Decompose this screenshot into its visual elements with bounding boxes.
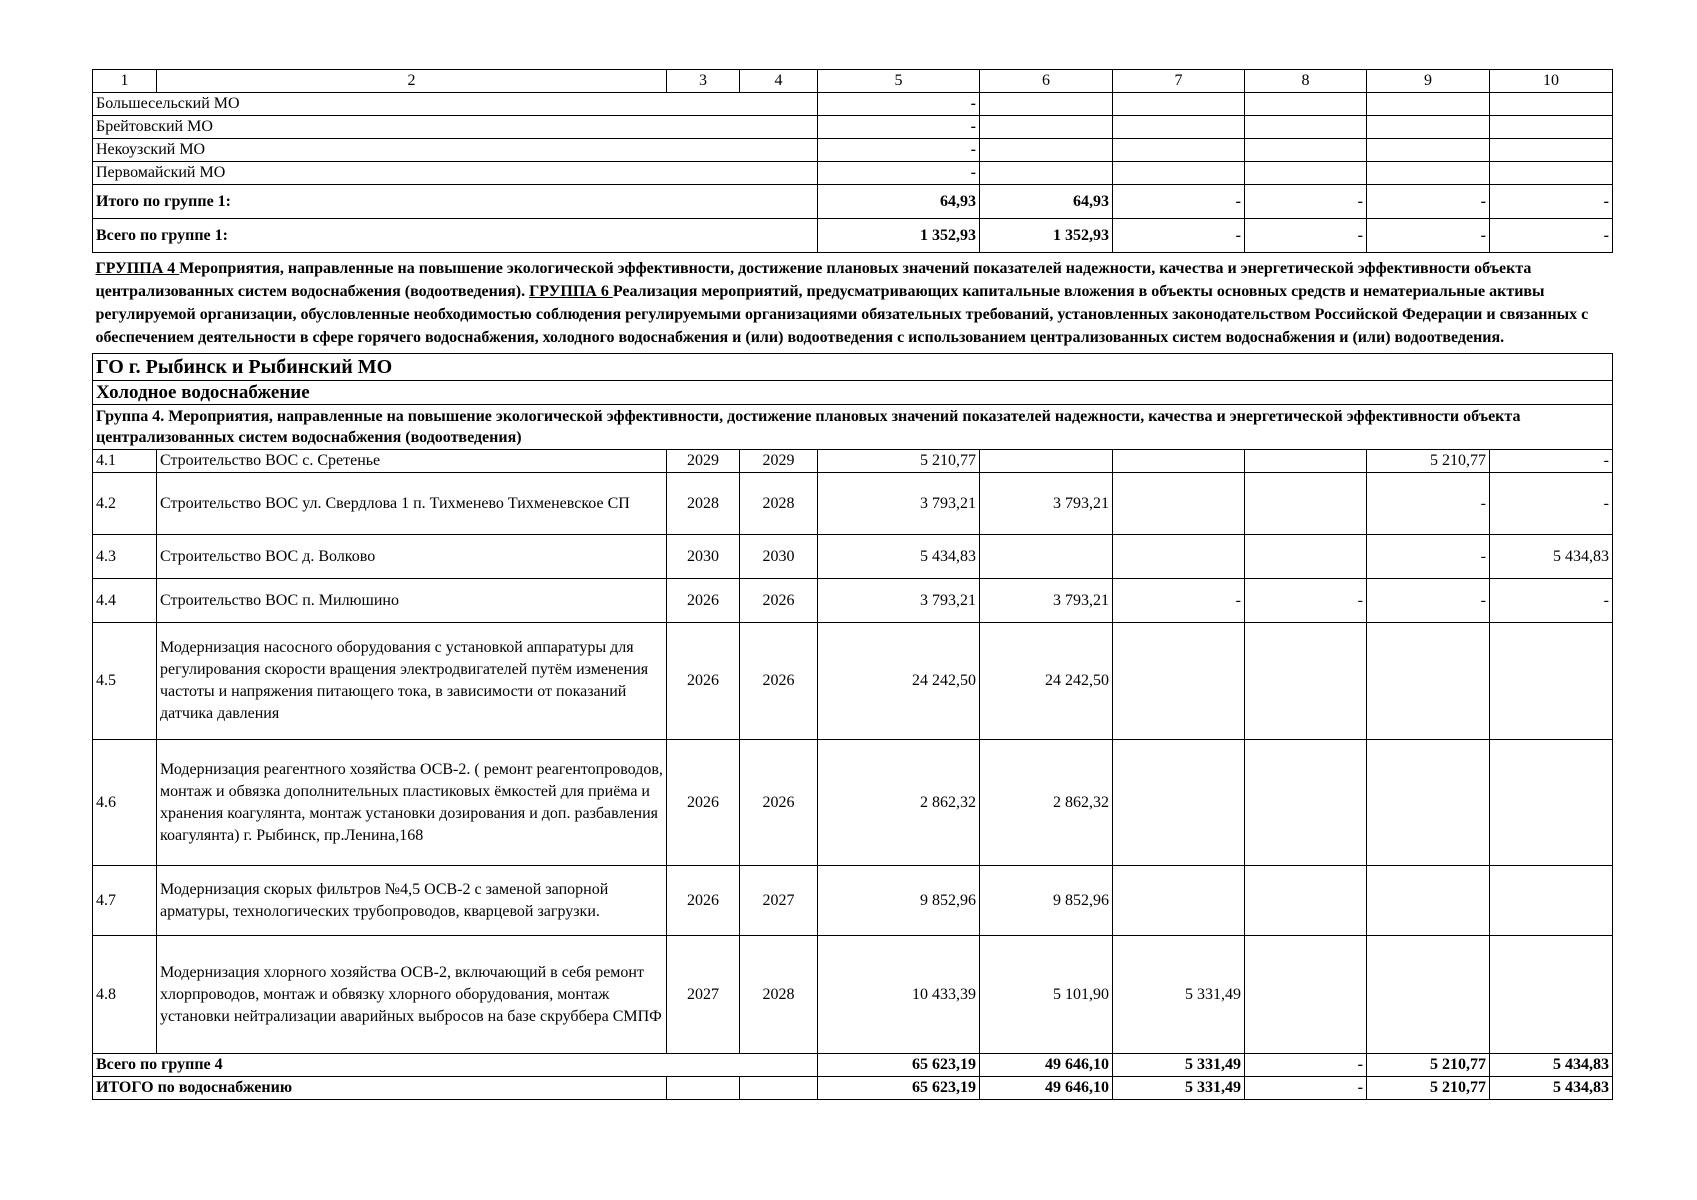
column-header: 9 bbox=[1367, 70, 1490, 93]
table-row bbox=[93, 450, 1613, 473]
cell-value bbox=[1113, 866, 1245, 936]
column-header: 2 bbox=[157, 70, 667, 93]
cell-value bbox=[1367, 866, 1490, 936]
cell-value bbox=[1367, 936, 1490, 1054]
cell-value: 3 793,21 bbox=[818, 579, 980, 623]
cell-value: 5 434,83 bbox=[1490, 1077, 1613, 1100]
group-description bbox=[93, 253, 1613, 354]
end-year: 2026 bbox=[740, 740, 818, 866]
cell-value: 24 242,50 bbox=[980, 623, 1113, 740]
item-number: 4.8 bbox=[93, 936, 157, 1054]
table-row bbox=[93, 866, 1613, 936]
column-header: 4 bbox=[740, 70, 818, 93]
cell-value bbox=[1245, 623, 1367, 740]
cell-value: - bbox=[1367, 219, 1490, 253]
cell-value: - bbox=[1490, 185, 1613, 219]
cell-value: 49 646,10 bbox=[980, 1077, 1113, 1100]
cell-value bbox=[1245, 866, 1367, 936]
cell-value: - bbox=[818, 139, 980, 162]
group6-text: Реализация мероприятий, предусматривающих капитальные вложения в объекты основных средств и нематериальные активы регулируемой организации, обусловленные необходимостью соблюдения регулируемыми организациями обязательных требований, установленных законодательством Российской Федерации и связанных с обеспечением деятельности в сфере горячего водоснабжения, холодного водоснабжения и (или) водоотведения с использованием централизованных систем водоснабжения и (или) водоотведения. bbox=[95, 283, 1589, 346]
start-year: 2026 bbox=[667, 623, 740, 740]
start-year: 2028 bbox=[667, 473, 740, 535]
municipality-heading: ГО г. Рыбинск и Рыбинский МО bbox=[93, 354, 1613, 381]
service-heading-row bbox=[93, 381, 1613, 405]
cell-value: 5 331,49 bbox=[1113, 1054, 1245, 1077]
table-row bbox=[93, 579, 1613, 623]
item-number: 4.4 bbox=[93, 579, 157, 623]
start-year: 2029 bbox=[667, 450, 740, 473]
investment-program-table-page bbox=[92, 69, 1612, 1100]
cell-value: - bbox=[1113, 579, 1245, 623]
cell-value: 3 793,21 bbox=[818, 473, 980, 535]
total-label: ИТОГО по водоснабжению bbox=[93, 1077, 667, 1100]
cell-value bbox=[1245, 740, 1367, 866]
cell-value: 64,93 bbox=[818, 185, 980, 219]
cell-value: 5 210,77 bbox=[1367, 1077, 1490, 1100]
investment-table bbox=[92, 69, 1613, 1100]
cell-value: 1 352,93 bbox=[818, 219, 980, 253]
cell-value: - bbox=[1490, 450, 1613, 473]
start-year: 2026 bbox=[667, 740, 740, 866]
cell-value: - bbox=[818, 116, 980, 139]
cell-value: 24 242,50 bbox=[818, 623, 980, 740]
cell-value bbox=[1490, 936, 1613, 1054]
end-year: 2026 bbox=[740, 623, 818, 740]
column-number-row bbox=[93, 70, 1613, 93]
cell-value bbox=[1490, 866, 1613, 936]
cell-value: 3 793,21 bbox=[980, 473, 1113, 535]
cell-value: 5 434,83 bbox=[1490, 535, 1613, 579]
end-year: 2027 bbox=[740, 866, 818, 936]
column-header: 6 bbox=[980, 70, 1113, 93]
cell-value: 5 331,49 bbox=[1113, 1077, 1245, 1100]
cell-value: - bbox=[1245, 185, 1367, 219]
cell-value: - bbox=[1367, 535, 1490, 579]
cell-value bbox=[980, 535, 1113, 579]
item-number: 4.1 bbox=[93, 450, 157, 473]
cell-value bbox=[1367, 623, 1490, 740]
cell-value: 49 646,10 bbox=[980, 1054, 1113, 1077]
item-name: Модернизация скорых фильтров №4,5 ОСВ-2 с заменой запорной арматуры, технологических трубопроводов, кварцевой загрузки. bbox=[157, 866, 667, 936]
cell-value: - bbox=[1245, 1054, 1367, 1077]
cell-value: 5 210,77 bbox=[1367, 450, 1490, 473]
cell-value: - bbox=[1245, 219, 1367, 253]
cell-value: 2 862,32 bbox=[818, 740, 980, 866]
end-year: 2029 bbox=[740, 450, 818, 473]
cell-value: 5 434,83 bbox=[818, 535, 980, 579]
start-year: 2030 bbox=[667, 535, 740, 579]
cell-value: 5 210,77 bbox=[818, 450, 980, 473]
cell-value: - bbox=[1490, 219, 1613, 253]
item-name: Модернизация реагентного хозяйства ОСВ-2. ( ремонт реагентопроводов, монтаж и обвязка дополнительных пластиковых ёмкостей для приёма и хранения коагулянта, монтаж установки дозирования и доп. разбавления коагулянта) г. Рыбинск, пр.Ленина,168 bbox=[157, 740, 667, 866]
cell-value bbox=[1113, 535, 1245, 579]
cell-value: 65 623,19 bbox=[818, 1054, 980, 1077]
total-label: Итого по группе 1: bbox=[93, 185, 818, 219]
cell-value bbox=[1113, 450, 1245, 473]
item-name: Строительство ВОС ул. Свердлова 1 п. Тихменево Тихменевское СП bbox=[157, 473, 667, 535]
total-row bbox=[93, 219, 1613, 253]
item-name: Строительство ВОС с. Сретенье bbox=[157, 450, 667, 473]
table-row bbox=[93, 162, 1613, 185]
item-name: Строительство ВОС д. Волково bbox=[157, 535, 667, 579]
cell-value: 64,93 bbox=[980, 185, 1113, 219]
column-header: 8 bbox=[1245, 70, 1367, 93]
total-row bbox=[93, 1077, 1613, 1100]
table-row bbox=[93, 740, 1613, 866]
item-name: Строительство ВОС п. Милюшино bbox=[157, 579, 667, 623]
item-number: 4.2 bbox=[93, 473, 157, 535]
cell-value bbox=[1245, 936, 1367, 1054]
group4-heading: Группа 4. Мероприятия, направленные на повышение экологической эффективности, достижение плановых значений показателей надежности, качества и энергетической эффективности объекта централизованных систем водоснабжения (водоотведения) bbox=[93, 405, 1613, 450]
cell-value bbox=[980, 450, 1113, 473]
cell-value bbox=[1367, 740, 1490, 866]
cell-value: - bbox=[1245, 1077, 1367, 1100]
column-header: 5 bbox=[818, 70, 980, 93]
table-row bbox=[93, 535, 1613, 579]
cell-value: - bbox=[1490, 579, 1613, 623]
cell-value: - bbox=[818, 162, 980, 185]
total-row bbox=[93, 185, 1613, 219]
cell-value bbox=[1245, 535, 1367, 579]
cell-value: 1 352,93 bbox=[980, 219, 1113, 253]
group6-label: ГРУППА 6 bbox=[529, 283, 613, 300]
cell-value bbox=[1113, 740, 1245, 866]
cell-value bbox=[1113, 473, 1245, 535]
group4-label: ГРУППА 4 bbox=[95, 260, 180, 277]
municipality-name: Первомайский МО bbox=[93, 162, 818, 185]
cell-value: 2 862,32 bbox=[980, 740, 1113, 866]
item-number: 4.7 bbox=[93, 866, 157, 936]
cell-value bbox=[1490, 623, 1613, 740]
municipality-name: Некоузский МО bbox=[93, 139, 818, 162]
cell-value: - bbox=[1367, 185, 1490, 219]
cell-value: - bbox=[1245, 579, 1367, 623]
cell-value: 5 331,49 bbox=[1113, 936, 1245, 1054]
cell-value: - bbox=[818, 93, 980, 116]
cell-value: - bbox=[1367, 579, 1490, 623]
end-year: 2030 bbox=[740, 535, 818, 579]
total-label: Всего по группе 1: bbox=[93, 219, 818, 253]
item-number: 4.3 bbox=[93, 535, 157, 579]
table-row bbox=[93, 116, 1613, 139]
column-header: 3 bbox=[667, 70, 740, 93]
table-row bbox=[93, 93, 1613, 116]
column-header: 7 bbox=[1113, 70, 1245, 93]
item-name: Модернизация хлорного хозяйства ОСВ-2, включающий в себя ремонт хлорпроводов, монтаж и обвязку хлорного оборудования, монтаж установки нейтрализации аварийных выбросов на базе скруббера СМПФ bbox=[157, 936, 667, 1054]
start-year: 2026 bbox=[667, 866, 740, 936]
cell-value: - bbox=[1113, 185, 1245, 219]
cell-value: 65 623,19 bbox=[818, 1077, 980, 1100]
cell-value bbox=[1490, 740, 1613, 866]
cell-value: 9 852,96 bbox=[818, 866, 980, 936]
municipality-name: Большесельский МО bbox=[93, 93, 818, 116]
table-row bbox=[93, 936, 1613, 1054]
table-row bbox=[93, 473, 1613, 535]
end-year: 2026 bbox=[740, 579, 818, 623]
service-heading: Холодное водоснабжение bbox=[93, 381, 1613, 405]
cell-value bbox=[1245, 473, 1367, 535]
cell-value: 9 852,96 bbox=[980, 866, 1113, 936]
cell-value: - bbox=[1113, 219, 1245, 253]
municipality-name: Брейтовский МО bbox=[93, 116, 818, 139]
cell-value: 5 210,77 bbox=[1367, 1054, 1490, 1077]
end-year: 2028 bbox=[740, 936, 818, 1054]
group4-heading-row bbox=[93, 405, 1613, 450]
column-header: 1 bbox=[93, 70, 157, 93]
item-number: 4.6 bbox=[93, 740, 157, 866]
cell-value bbox=[1113, 623, 1245, 740]
table-row bbox=[93, 623, 1613, 740]
end-year: 2028 bbox=[740, 473, 818, 535]
start-year: 2026 bbox=[667, 579, 740, 623]
start-year: 2027 bbox=[667, 936, 740, 1054]
column-header: 10 bbox=[1490, 70, 1613, 93]
cell-value: 5 434,83 bbox=[1490, 1054, 1613, 1077]
cell-value: - bbox=[1490, 473, 1613, 535]
table-row bbox=[93, 139, 1613, 162]
total-label: Всего по группе 4 bbox=[93, 1054, 818, 1077]
cell-value bbox=[1245, 450, 1367, 473]
total-row bbox=[93, 1054, 1613, 1077]
item-name: Модернизация насосного оборудования с установкой аппаратуры для регулирования скорости вращения электродвигателей путём изменения частоты и напряжения питающего тока, в зависимости от показаний датчика давления bbox=[157, 623, 667, 740]
cell-value: 5 101,90 bbox=[980, 936, 1113, 1054]
group-description-row bbox=[93, 253, 1613, 354]
municipality-heading-row bbox=[93, 354, 1613, 381]
item-number: 4.5 bbox=[93, 623, 157, 740]
group4-text: Мероприятия, направленные на повышение экологической эффективности, достижение плановых значений показателей надежности, качества и энергетической эффективности объекта централизованных систем водоснабжения (водоотведения). bbox=[95, 260, 1532, 300]
cell-value: 10 433,39 bbox=[818, 936, 980, 1054]
cell-value: - bbox=[1367, 473, 1490, 535]
cell-value: 3 793,21 bbox=[980, 579, 1113, 623]
